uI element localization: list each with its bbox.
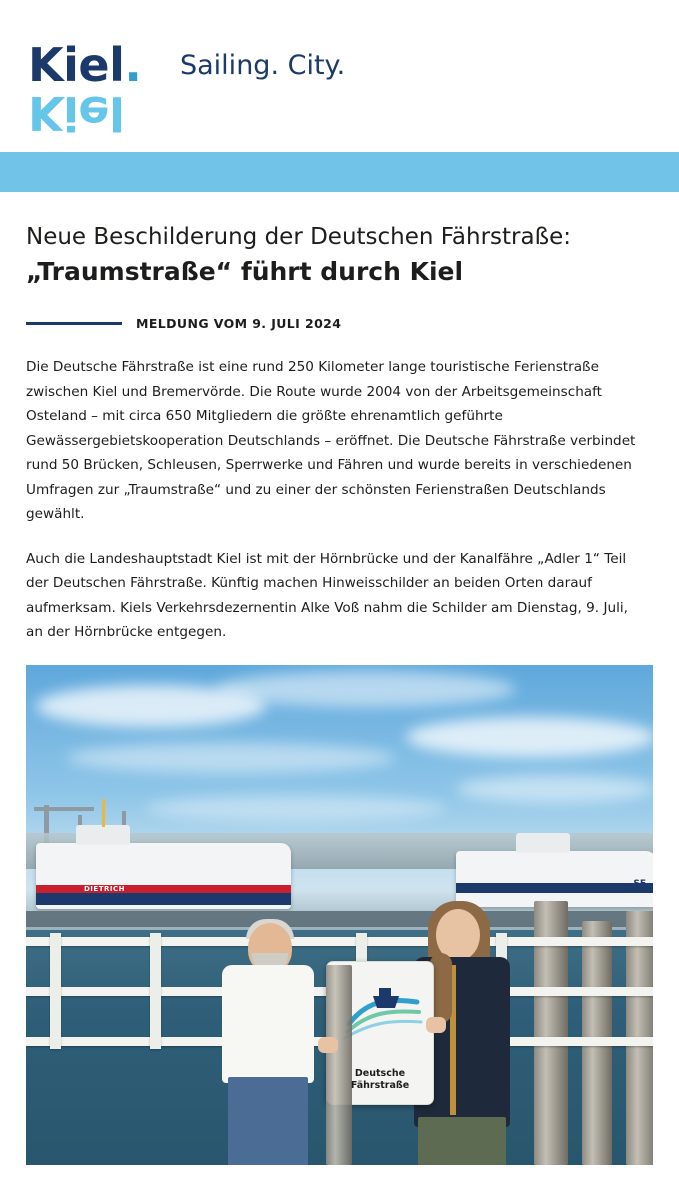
meta-rule	[26, 322, 122, 325]
boat-name-label: DIETRICH	[84, 884, 125, 893]
cloud	[216, 671, 516, 707]
logo-mark	[28, 38, 164, 140]
logo-dot: .	[124, 38, 142, 92]
sign-label	[351, 1068, 409, 1092]
hand-left	[318, 1037, 338, 1053]
boat-stripe-blue	[36, 893, 291, 905]
wooden-piling	[326, 965, 352, 1165]
article-date: MELDUNG VOM 9. JULI 2024	[136, 316, 342, 331]
article-paragraph: Die Deutsche Fährstraße ist eine rund 250 Kilometer lange touristische Ferienstraße zwischen Kiel und Bremervörde. Die Route wurde 2004 von der Arbeitsgemeinschaft Osteland – mit circa 650 Mitgliedern die größte ehrenamtlich geführte Gewässergebietskooperation Deutschlands – eröffnet. Die Deutsche Fährstraße verbindet rund 50 Brücken, Schleusen, Sperrwerke und Fähren und wurde bereits in verschiedenen Umfragen zur „Traumstraße“ und zu einer der schönsten Ferienstraßen Deutschlands gewählt.	[26, 359, 636, 522]
article-meta	[26, 316, 653, 331]
header-color-band	[0, 152, 679, 192]
logo-wordmark	[28, 38, 164, 92]
boat-cabin	[516, 833, 570, 853]
cloud	[456, 775, 653, 803]
hand-right	[426, 1017, 446, 1033]
railing-post	[150, 933, 161, 1049]
logo-wordmark-mirror: Kiel	[28, 86, 125, 140]
logo[interactable]	[28, 38, 679, 140]
ferry-boat-left	[36, 843, 291, 909]
ferry-boat-right	[456, 851, 653, 907]
logo-wordmark-text: Kiel	[28, 38, 125, 92]
page-title: „Traumstraße“ führt durch Kiel	[26, 257, 464, 286]
article-paragraph: Auch die Landeshauptstadt Kiel ist mit der Hörnbrücke und der Kanalfähre „Adler 1“ Teil der Deutschen Fährstraße. Künftig machen Hinweisschilder an beiden Orten darauf aufmerksam. Kiels Verkehrsdezernentin Alke Voß nahm die Schilder am Dienstag, 9. Juli, an der Hörnbrücke entgegen.	[26, 550, 628, 640]
article-kicker: Neue Beschilderung der Deutschen Fährstraße:	[26, 224, 571, 250]
boat-mast	[102, 799, 105, 827]
boat-stripe-blue	[456, 883, 653, 893]
boat-badge-label: SF	[633, 878, 646, 889]
person-man-shirt	[222, 965, 314, 1083]
cloud	[146, 795, 446, 821]
cloud	[406, 717, 653, 757]
cloud	[66, 743, 396, 773]
article-image	[26, 665, 653, 1165]
harbor-crane-arm	[34, 807, 94, 811]
railing-post	[50, 933, 61, 1049]
sign-label-line2: Fährstraße	[350, 1079, 410, 1091]
photo-scene	[26, 665, 653, 1165]
railing-bar	[26, 937, 653, 946]
person-man-jeans	[228, 1077, 308, 1165]
article	[0, 192, 679, 1165]
person-woman-skirt	[418, 1117, 506, 1165]
sign-label-line1: Deutsche	[354, 1067, 406, 1079]
site-header	[0, 0, 679, 152]
logo-claim: Sailing. City.	[180, 50, 346, 81]
boat-cabin	[76, 825, 130, 845]
